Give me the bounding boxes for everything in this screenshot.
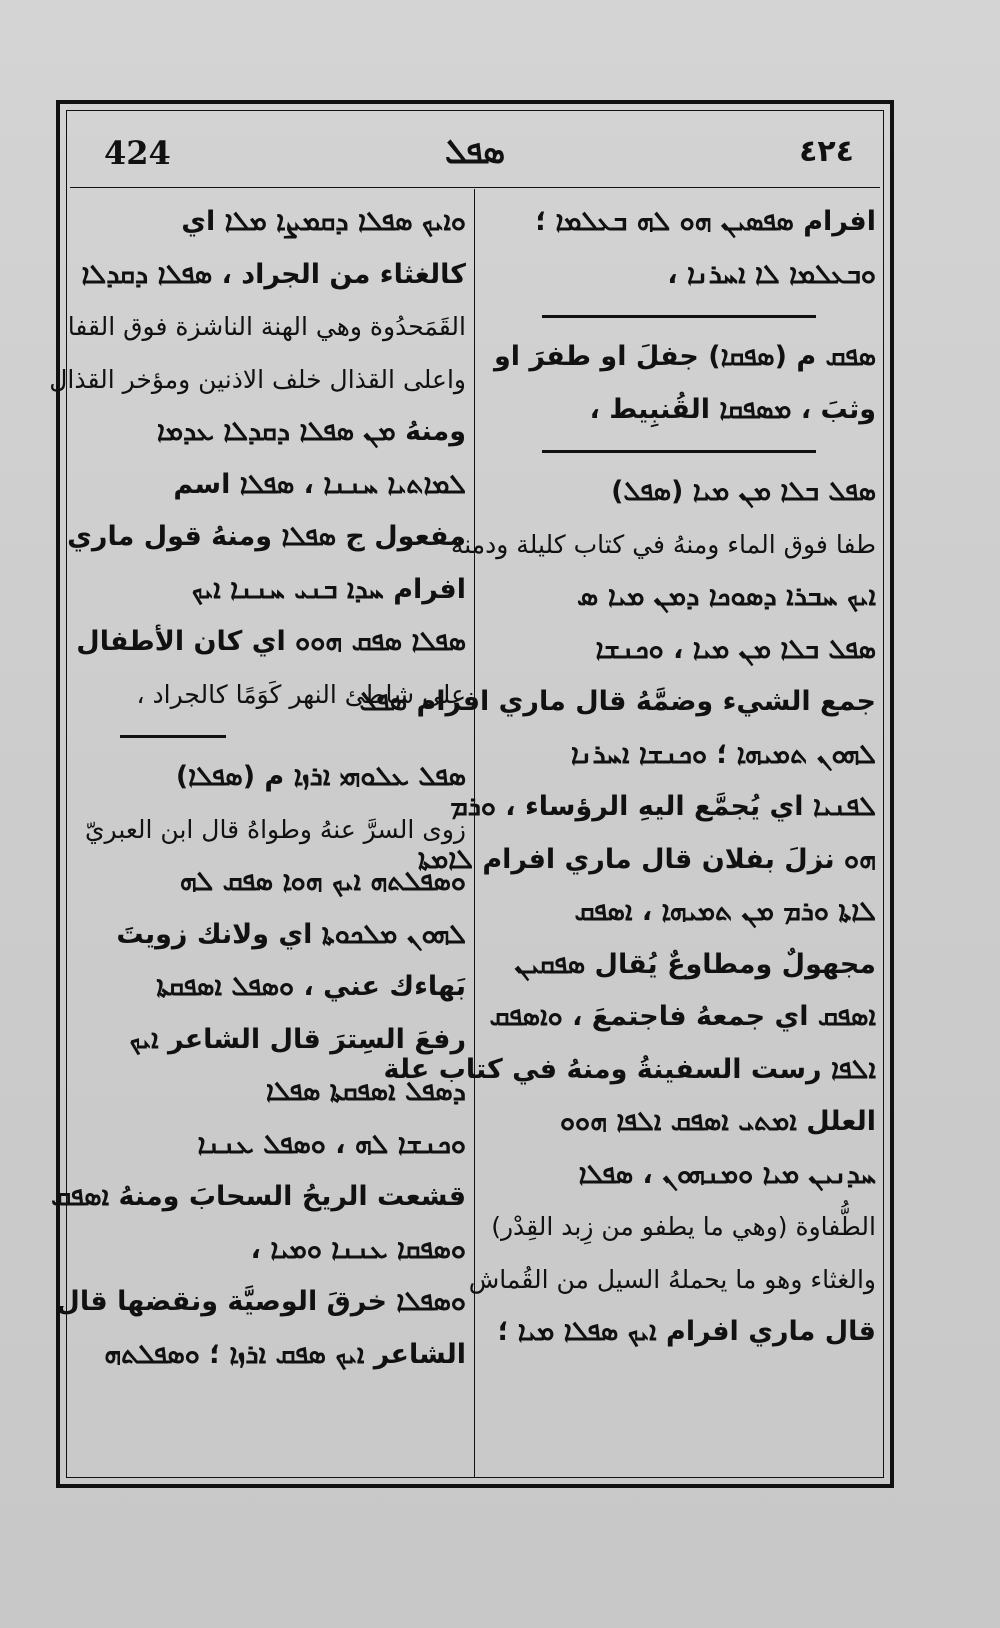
text-line: ܕܣܦܠ ܐܣܦܩܬܐ ܣܦܠܐ [265, 1076, 466, 1107]
section-separator-rule [482, 436, 876, 466]
page-number-latin: 424 [104, 134, 171, 172]
section-separator-rule [482, 301, 876, 331]
text-line: والغثاء وهو ما يحملهُ السيل من القُماش [468, 1264, 876, 1294]
text-line: ܣܦܩ م (ܣܦܩܐ) جفلَ او طفرَ او [493, 341, 876, 372]
text-line: مجهولٌ ومطاوعٌ يُقال ܣܦܩܝܢ [514, 948, 876, 980]
text-line: ܗܘ نزلَ بفلان قال ماري افرام ܠܐܡܬܐ [417, 843, 876, 875]
section-separator-rule [80, 721, 466, 751]
page-number-arabic: ٤٢٤ [799, 134, 854, 169]
text-line: ܠܗܘܢ ܡܠܟܘܬܐ اي ولانك زويتَ [116, 918, 466, 950]
text-line: طفا فوق الماء ومنهُ في كتاب كليلة ودمنة [450, 529, 876, 559]
text-line: ܠܡܐܬܝܐ ܚܢܢܐ ، ܣܦܠܐ اسم [173, 468, 466, 500]
running-header [70, 124, 880, 184]
text-line: رفعَ السِترَ قال الشاعر ܐܝܟ [129, 1023, 466, 1055]
text-line: ܘܒܥܠܡܐ ܠܐ ܐܚܪܢܐ ، [667, 258, 876, 290]
text-line: قال ماري افرام ܐܝܟ ܣܦܠܐ ܡܝܐ ؛ [497, 1316, 876, 1347]
text-line: ܣܦܠ ܒܠܐ ܡܢ ܡܝܐ (ܣܦܠ) [611, 476, 876, 507]
text-line: ܠܦܢܝܐ اي يُجمَّع اليهِ الرؤساء ، ܘܪܡ [450, 791, 876, 822]
text-line: ܘܐܝܟ ܣܦܠܐ ܕܩܡܨܐ ܡܠܐ اي [181, 206, 466, 237]
header-rule [70, 187, 880, 188]
text-line: ܐܣܦܩ اي جمعهُ فاجتمعَ ، ܘܐܣܦܩ [489, 1001, 876, 1032]
text-line: القَمَحدُوة وهي الهنة الناشزة فوق القفا [67, 312, 466, 341]
text-line: ܣܦܠܐ ܣܦܩ ܗܘܘ اي كان الأطفال [76, 626, 466, 657]
header-headword: ܣܦܠ [445, 132, 505, 172]
text-line: كالغثاء من الجراد ، ܣܦܠܐ ܕܩܕܠܐ [81, 258, 466, 290]
text-line: ܘܣܦܠܐ خرقَ الوصيَّة ونقضها قال [56, 1286, 466, 1317]
text-line: الطُّفاوة (وهي ما يطفو من زِبد القِدْر) [491, 1212, 876, 1241]
text-line: ܐܠܦܐ رست السفينةُ ومنهُ في كتاب علة [383, 1053, 876, 1085]
text-line: واعلى القذال خلف الاذنين ومؤخر القذال [49, 364, 466, 394]
text-line: ومنهُ ܡܢ ܣܦܠܐ ܕܩܕܠܐ ܥܕܡܐ [156, 416, 466, 447]
text-line: افرام ܣܦܣܝܢ ܗܘ ܠܗ ܒܥܠܡܐ ؛ [535, 206, 876, 237]
text-line: على شاطئ النهر كَوَمًا كالجراد ، [136, 679, 466, 709]
text-line: بَهاءك عني ، ܘܣܦܠ ܐܣܦܩܬܐ [156, 971, 466, 1002]
left-column [49, 196, 466, 1381]
text-line: افرام ܚܕܐ ܒܢܝ ܚܢܢܐ ܐܝܟ [191, 573, 466, 605]
text-line: العلل ܐܡܬܝ ܐܣܦܩ ܐܠܦܐ ܗܘܘ [559, 1106, 876, 1137]
text-line: زوى السرَّ عنهُ وطواهُ قال ابن العبريّ [84, 814, 466, 844]
text-line: وثبَ ، ܡܣܦܩܐ القُنبِيط ، [589, 393, 876, 425]
text-line: قشعت الريحُ السحابَ ومنهُ ܐܣܦܩ [51, 1181, 466, 1212]
text-line: ܘܣܦܠܬܗ ܐܝܟ ܗܘܐ ܣܦܩ ܠܗ [179, 866, 466, 897]
text-line: الشاعر ܐܝܟ ܣܦܩ ܐܪܙܐ ؛ ܘܣܦܠܬܗ [104, 1338, 466, 1370]
text-line: ܠܗܘܢ ܬܡܝܗܐ ؛ ܘܟܢܫܐ ܐܚܪܢܐ [570, 738, 876, 770]
text-line: ܣܦܠ ܥܠܘܗܝ ܐܪܙܐ م (ܣܦܠܐ) [175, 761, 466, 792]
text-line: ܠܐܬܐ ܘܪܡ ܡܢ ܬܡܝܗܐ ، ܐܣܦܩ [574, 896, 876, 927]
text-line: مفعول ج ܣܦܠܐ ومنهُ قول ماري [67, 521, 466, 552]
text-line: ܐܝܟ ܚܒܪܐ ܕܣܘܟܐ ܕܡܢ ܡܝܐ ܣ [577, 581, 876, 612]
text-line: ܚܕܢܝܢ ܡܝܐ ܘܡܢܗܘܢ ، ܣܦܠܐ [578, 1158, 876, 1190]
text-line: ܣܦܠ ܒܠܐ ܡܢ ܡܝܐ ، ܘܟܢܫܐ [595, 633, 876, 665]
text-line: جمع الشيء وضمَّهُ قال ماري افرام ܣܦܠ [359, 686, 876, 717]
text-line: ܘܣܦܩܐ ܥܢܢܐ ܘܡܝܐ ، [250, 1233, 466, 1265]
text-line: ܘܟܢܫܐ ܠܗ ، ܘܣܦܠ ܥܢܢܐ [197, 1128, 466, 1160]
